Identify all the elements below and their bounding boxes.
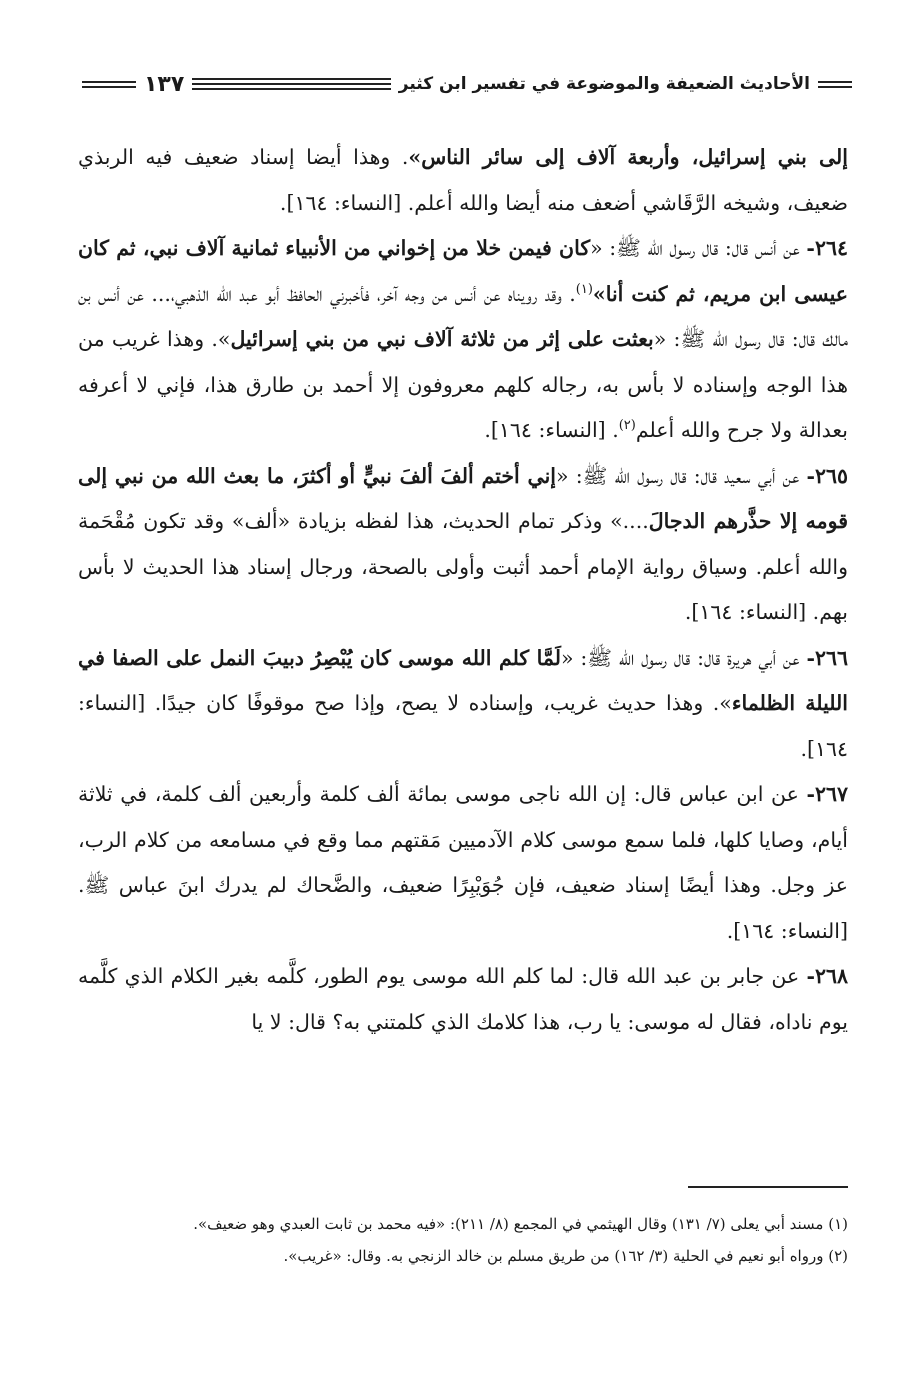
hadith-267 [78,772,848,954]
citation-text: . [النساء: ١٦٤]. [484,418,619,442]
header-title: الأحاديث الضعيفة والموضوعة في تفسير ابن كثير [398,74,810,94]
hadith-number: ٢٦٧- [806,782,848,806]
paragraph-continuation [78,135,848,226]
hadith-number: ٢٦٨- [806,964,848,988]
commentary-text: ». وهذا حديث غريب، وإسناده لا يصح، وإذا صح موقوفًا كان جيدًا. [النساء: ١٦٤]. [78,691,848,761]
narration-text: عن أبي سعيد قال: قال رسول الله ﷺ: « [556,463,807,488]
footnote-marker[interactable]: (١) [575,281,593,297]
footnotes [78,1208,848,1272]
hadith-quote: بعثت على إثر من ثلاثة آلاف نبي من بني إسرائيل [230,327,654,351]
hadith-264 [78,226,848,454]
narration-text: عن أنس قال: قال رسول الله ﷺ: « [590,236,807,260]
header-rule-left [82,81,136,88]
hadith-quote: لَمَّا كلم الله موسى كان يُبْصِرُ دبيبَ النمل على الصفا في الليلة الظلماء [78,645,848,715]
main-text [78,135,848,1045]
commentary-text: ....» وذكر تمام الحديث، هذا لفظه بزيادة «ألف» وقد تكون مُقْحَمة والله أعلم. وسياق رواية الإمام أحمد أثبت وأولى بالصحة، ورجال إسناد هذا الحديث لا بأس بهم. [النساء: ١٦٤]. [78,509,848,624]
footnote-marker[interactable]: (٢) [618,418,636,434]
footnote-2: (٢) ورواه أبو نعيم في الحلية (٣/ ١٦٢) من طريق مسلم بن خالد الزنجي به. وقال: «غريب». [283,1247,848,1265]
narration-text: عن أبي هريرة قال: قال رسول الله ﷺ: « [560,645,807,670]
page-number: ١٣٧ [144,71,185,97]
hadith-268 [78,954,848,1045]
narration-text: عن جابر بن عبد الله قال: لما كلم الله موسى يوم الطور، كلَّمه بغير الكلام الذي كلَّمه يوم ناداه، فقال له موسى: يا رب، هذا كلامك الذي كلمتني به؟ قال: لا يا [78,964,848,1034]
hadith-266 [78,636,848,773]
header-rule-right [818,81,852,88]
hadith-number: ٢٦٥- [806,463,848,488]
hadith-quote: إلى بني إسرائيل، وأربعة آلاف إلى سائر الناس» [408,145,848,169]
narration-text: عن ابن عباس قال: إن الله ناجى موسى بمائة ألف كلمة وأربعين ألف كلمة، في ثلاثة أيام، وصايا كلها، فلما سمع موسى كلام الآدميين مَقتهم مما وقع في مسامعه من كلام الرب، عز وجل. وهذا أيضًا إسناد ضعيف، فإن جُوَيْبِرًا ضعيف، والضَّحاك لم يدرك ابنَ عباس ﷺ. [النساء: ١٦٤]. [78,782,848,943]
footnote-separator [688,1186,848,1188]
hadith-number: ٢٦٦- [806,645,848,670]
hadith-quote: إني أختم ألفَ ألفَ نبيٍّ أو أكثرَ، ما بعث الله من نبي إلى قومه إلا حذَّرهم الدجالَ [78,463,848,533]
running-header [82,66,852,102]
header-rule-middle [192,78,390,90]
commentary-text: . وهذا أيضا إسناد ضعيف فيه الربذي ضعيف، وشيخه الرَّقَاشي أضعف منه أيضا والله أعلم. [النساء: ١٦٤]. [78,145,848,215]
commentary-text: ». وهذا غريب من هذا الوجه وإسناده لا بأس به، رجاله كلهم معروفون إلا أحمد بن طارق هذا، فإني لا أعرفه بعدالة ولا جرح والله أعلم [78,327,848,442]
hadith-number: ٢٦٤- [806,236,848,260]
hadith-quote: كان فيمن خلا من إخواني من الأنبياء ثمانية آلاف نبي، ثم كان عيسى ابن مريم، ثم كنت أنا» [78,236,848,306]
narration-text: . وقد رويناه عن أنس من وجه آخر، فأخبرني الحافظ أبو عبد الله الذهبي،... عن أنس بن مالك قال: قال رسول الله ﷺ: « [78,281,848,351]
hadith-265 [78,454,848,636]
footnote-1: (١) مسند أبي يعلى (٧/ ١٣١) وقال الهيثمي في المجمع (٨/ ٢١١): «فيه محمد بن ثابت العبدي وهو ضعيف». [193,1215,848,1233]
